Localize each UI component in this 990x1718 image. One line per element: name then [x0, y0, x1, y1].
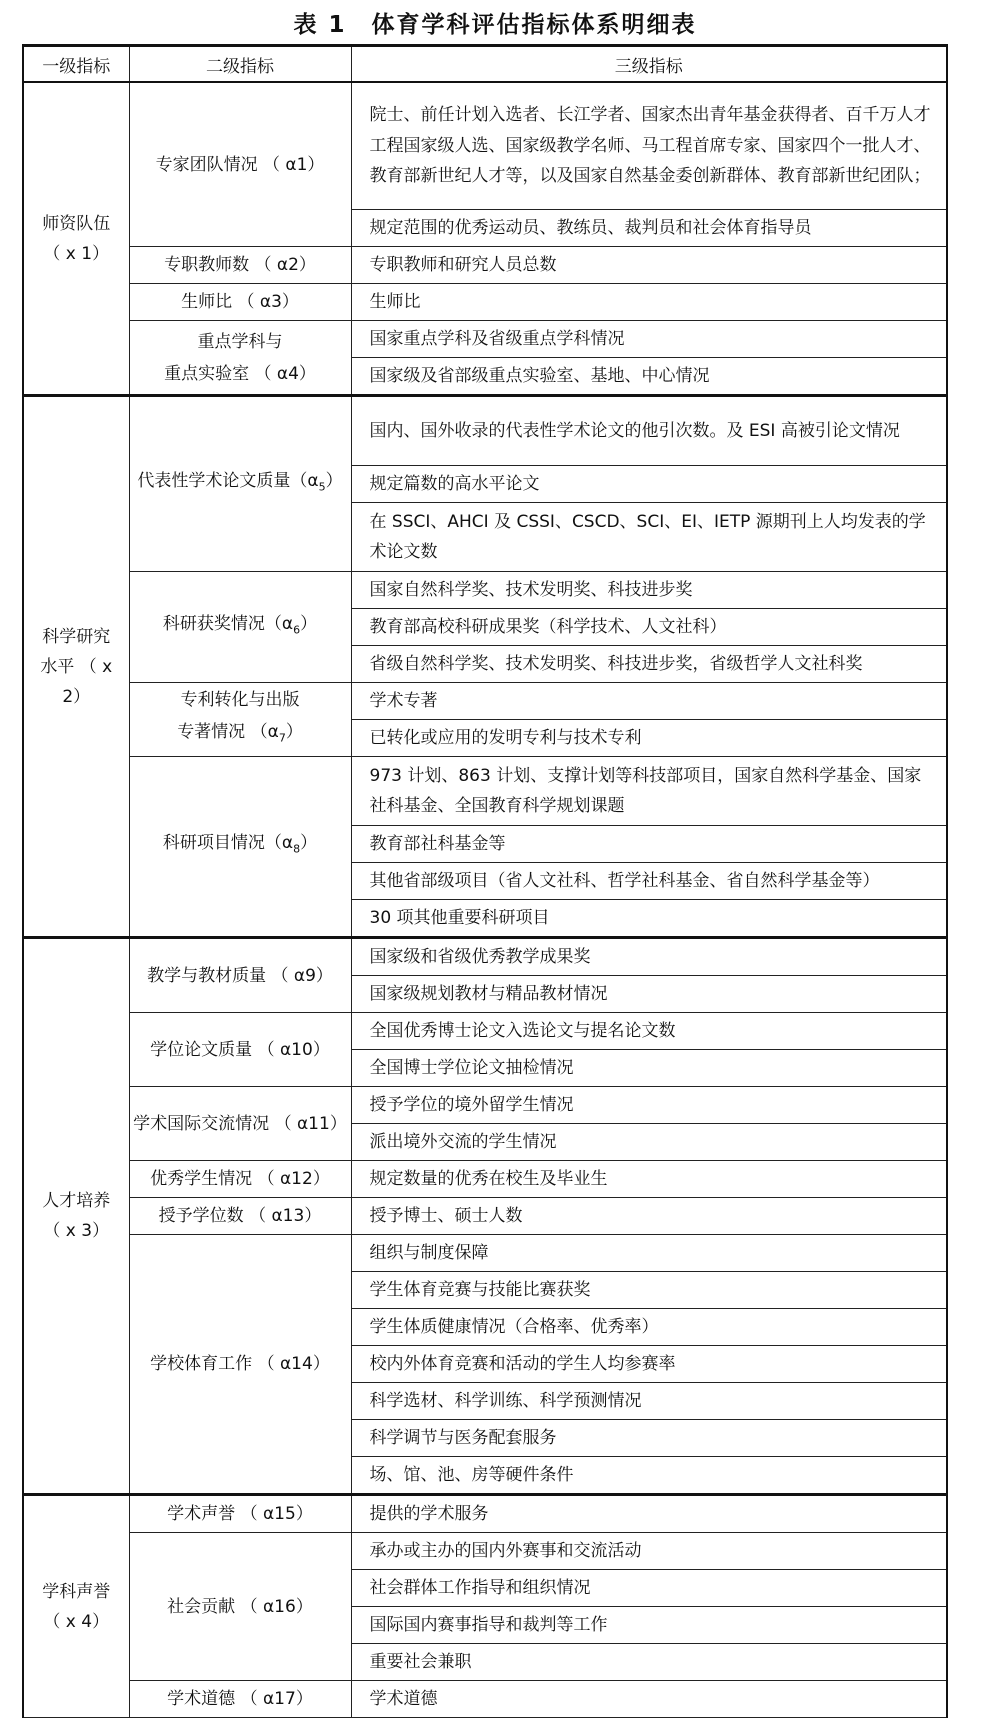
- level2-cell: 科研项目情况$(\alpha_8)$: [129, 757, 351, 938]
- level3-cell: 学术道德: [351, 1681, 947, 1718]
- level2-cell: 学校体育工作 （ α14）: [129, 1235, 351, 1495]
- level3-cell: 教育部社科基金等: [351, 826, 947, 863]
- level1-cell: 师资队伍 （ x 1）: [23, 82, 129, 396]
- header-level3: 三级指标: [351, 46, 947, 83]
- level2-cell: 学术声誉 （ α15）: [129, 1495, 351, 1533]
- level3-cell: 全国博士学位论文抽检情况: [351, 1050, 947, 1087]
- level3-cell: 科学调节与医务配套服务: [351, 1420, 947, 1457]
- level2-cell: 生师比 （ α3）: [129, 284, 351, 321]
- level1-cell: 科学研究 水平 （ x 2）: [23, 396, 129, 938]
- level1-cell: 人才培养 （ x 3）: [23, 938, 129, 1495]
- level2-cell: 教学与教材质量 （ α9）: [129, 938, 351, 1013]
- level3-cell: 国际国内赛事指导和裁判等工作: [351, 1607, 947, 1644]
- level3-cell: 30 项其他重要科研项目: [351, 900, 947, 938]
- level3-cell: 校内外体育竞赛和活动的学生人均参赛率: [351, 1346, 947, 1383]
- level2-cell: 社会贡献 （ α16）: [129, 1533, 351, 1681]
- level1-cell: 学科声誉 （ x 4）: [23, 1495, 129, 1718]
- level2-cell: 专利转化与出版 专著情况 $(\alpha_7)$: [129, 683, 351, 757]
- level3-cell: 生师比: [351, 284, 947, 321]
- level3-cell: 973 计划、863 计划、支撑计划等科技部项目，国家自然科学基金、国家社科基金、全国教育科学规划课题: [351, 757, 947, 826]
- level2-cell: 学位论文质量 （ α10）: [129, 1013, 351, 1087]
- level3-cell: 授予学位的境外留学生情况: [351, 1087, 947, 1124]
- level3-cell: 国家自然科学奖、技术发明奖、科技进步奖: [351, 572, 947, 609]
- level3-cell: 省级自然科学奖、技术发明奖、科技进步奖，省级哲学人文社科奖: [351, 646, 947, 683]
- level3-cell: 场、馆、池、房等硬件条件: [351, 1457, 947, 1495]
- level3-cell: 重要社会兼职: [351, 1644, 947, 1681]
- level3-cell: 学术专著: [351, 683, 947, 720]
- level3-cell: 专职教师和研究人员总数: [351, 247, 947, 284]
- level3-cell: 科学选材、科学训练、科学预测情况: [351, 1383, 947, 1420]
- level3-cell: 规定范围的优秀运动员、教练员、裁判员和社会体育指导员: [351, 210, 947, 247]
- level3-cell: 学生体育竞赛与技能比赛获奖: [351, 1272, 947, 1309]
- level3-cell: 国家重点学科及省级重点学科情况: [351, 321, 947, 358]
- level3-cell: 国内、国外收录的代表性学术论文的他引次数。及 ESI 高被引论文情况: [351, 396, 947, 466]
- level3-cell: 规定数量的优秀在校生及毕业生: [351, 1161, 947, 1198]
- indicator-table: [22, 44, 948, 1718]
- level3-cell: 国家级及省部级重点实验室、基地、中心情况: [351, 358, 947, 396]
- level3-cell: 规定篇数的高水平论文: [351, 466, 947, 503]
- level3-cell: 国家级和省级优秀教学成果奖: [351, 938, 947, 976]
- table-title: 表 1 体育学科评估指标体系明细表: [293, 12, 697, 38]
- level3-cell: 提供的学术服务: [351, 1495, 947, 1533]
- header-level1: 一级指标: [23, 46, 129, 83]
- level2-cell: 专职教师数 （ α2）: [129, 247, 351, 284]
- level3-cell: 承办或主办的国内外赛事和交流活动: [351, 1533, 947, 1570]
- level3-cell: 派出境外交流的学生情况: [351, 1124, 947, 1161]
- level3-cell: 学生体质健康情况（合格率、优秀率）: [351, 1309, 947, 1346]
- level2-cell: 优秀学生情况 （ α12）: [129, 1161, 351, 1198]
- level2-cell: 重点学科与 重点实验室 （ α4）: [129, 321, 351, 396]
- level3-cell: 组织与制度保障: [351, 1235, 947, 1272]
- level2-cell: 授予学位数 （ α13）: [129, 1198, 351, 1235]
- level3-cell: 国家级规划教材与精品教材情况: [351, 976, 947, 1013]
- level3-cell: 在 SSCI、AHCI 及 CSSI、CSCD、SCI、EI、IETP 源期刊上人均发表的学术论文数: [351, 503, 947, 572]
- level2-cell: 学术道德 （ α17）: [129, 1681, 351, 1718]
- level2-cell: 专家团队情况 （ α1）: [129, 82, 351, 247]
- level2-cell: 科研获奖情况$(\alpha_6)$: [129, 572, 351, 683]
- level3-cell: 社会群体工作指导和组织情况: [351, 1570, 947, 1607]
- level3-cell: 授予博士、硕士人数: [351, 1198, 947, 1235]
- level3-cell: 其他省部级项目（省人文社科、哲学社科基金、省自然科学基金等）: [351, 863, 947, 900]
- header-level2: 二级指标: [129, 46, 351, 83]
- level3-cell: 教育部高校科研成果奖（科学技术、人文社科）: [351, 609, 947, 646]
- level2-cell: 学术国际交流情况 （ α11）: [129, 1087, 351, 1161]
- level3-cell: 已转化或应用的发明专利与技术专利: [351, 720, 947, 757]
- level3-cell: 院士、前任计划入选者、长江学者、国家杰出青年基金获得者、百千万人才工程国家级人选、国家级教学名师、马工程首席专家、国家四个一批人才、教育部新世纪人才等，以及国家自然基金委创新群体、教育部新世纪团队；: [351, 82, 947, 210]
- level3-cell: 全国优秀博士论文入选论文与提名论文数: [351, 1013, 947, 1050]
- level2-cell: 代表性学术论文质量$(\alpha_5)$: [129, 396, 351, 572]
